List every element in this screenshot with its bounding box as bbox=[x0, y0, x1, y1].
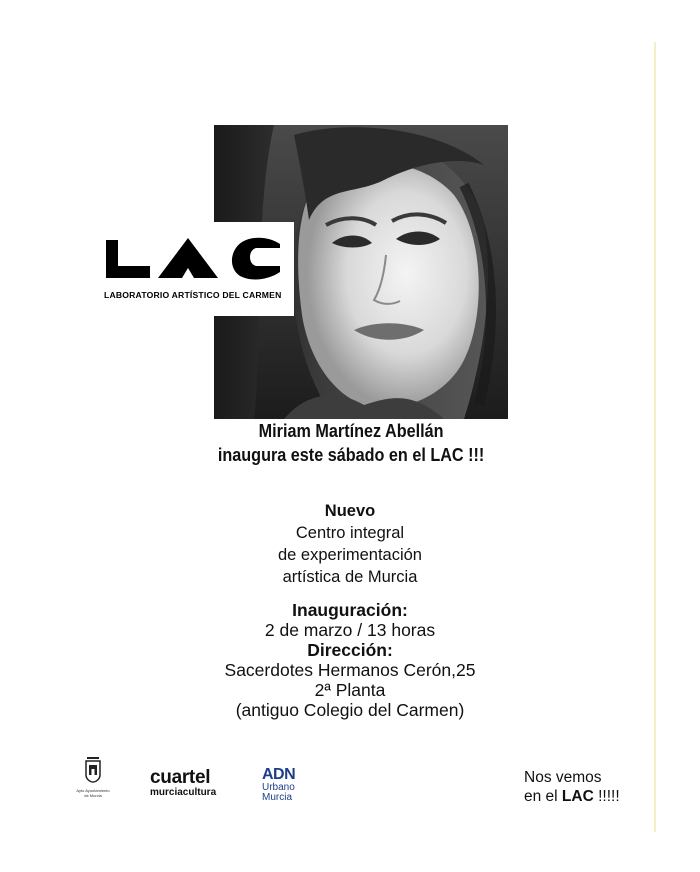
headline-line-1: Miriam Martínez Abellán bbox=[258, 421, 444, 441]
ayuntamiento-line-2: de Murcia bbox=[84, 793, 102, 798]
headline-line-2: inaugura este sábado en el LAC !!! bbox=[217, 445, 485, 465]
inauguration-value: 2 de marzo / 13 horas bbox=[264, 620, 436, 640]
adn-subtitle-1: Urbano bbox=[262, 782, 295, 793]
event-details bbox=[0, 600, 700, 720]
closing-line-1: Nos vemos bbox=[524, 769, 602, 786]
adn-urbano-logo bbox=[262, 767, 295, 803]
adn-subtitle-2: Murcia bbox=[262, 792, 293, 803]
description-title: Nuevo bbox=[324, 502, 376, 520]
description bbox=[0, 500, 700, 588]
headline bbox=[36, 419, 666, 467]
crest-icon bbox=[83, 755, 103, 783]
inauguration-label: Inauguración: bbox=[292, 600, 408, 620]
closing-line-2 bbox=[524, 787, 620, 806]
closing-prefix: en el bbox=[524, 788, 562, 805]
description-line-1: Centro integral bbox=[295, 524, 405, 542]
description-line-2: de experimentación bbox=[277, 546, 422, 564]
address-line-2: 2ª Planta bbox=[314, 680, 386, 700]
ayuntamiento-line-1: Ayto Ayuntamiento bbox=[76, 788, 110, 793]
cuartel-name: cuartel bbox=[150, 767, 211, 788]
closing-lac: LAC bbox=[561, 788, 594, 805]
cuartel-logo bbox=[150, 768, 216, 798]
address-line-1: Sacerdotes Hermanos Cerón,25 bbox=[224, 660, 476, 680]
lac-logo bbox=[96, 222, 294, 316]
address-line-3: (antiguo Colegio del Carmen) bbox=[235, 700, 465, 720]
closing-suffix: !!!!! bbox=[593, 788, 620, 805]
cuartel-subtitle: murciacultura bbox=[150, 787, 217, 798]
description-line-3: artística de Murcia bbox=[282, 568, 418, 586]
lac-logo-mark bbox=[106, 236, 286, 280]
ayuntamiento-logo bbox=[76, 755, 110, 798]
logo-subtitle: LABORATORIO ARTÍSTICO DEL CARMEN bbox=[104, 290, 282, 300]
address-label: Dirección: bbox=[307, 640, 393, 660]
adn-name: ADN bbox=[262, 766, 296, 783]
closing-message bbox=[524, 768, 620, 806]
